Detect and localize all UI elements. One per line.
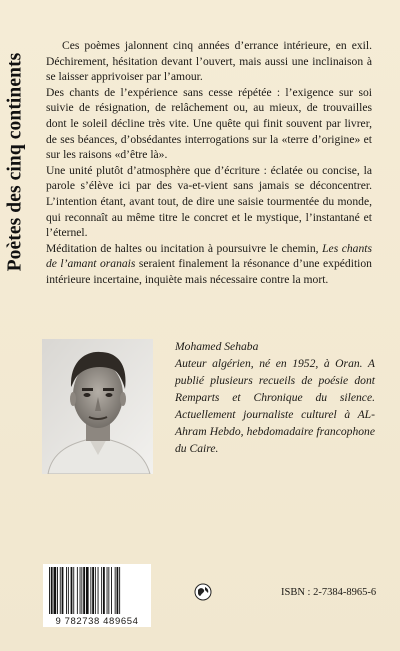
author-photo (42, 339, 153, 474)
blurb-paragraph-4 (46, 241, 372, 288)
barcode-number: 9 782738 489654 (43, 616, 151, 627)
barcode-bars (43, 564, 151, 616)
blurb-paragraph-3: Une unité plutôt d’atmosphère que d’écriture : éclatée ou concise, la parole s’élève ici par des va-et-vient sans jamais se déconcentrer. L’intention étant, avant tout, de dire une saisie tourmentée du monde, qui reconnaît au même titre le concret et le mystique, l’instantané et l’éternel. (46, 163, 372, 240)
blurb-p4-end: seraient finalement la résonance d’une expédition intérieure incertaine, inquiète mais nécessaire contre la mort. (46, 257, 372, 286)
isbn: ISBN : 2-7384-8965-6 (281, 587, 377, 598)
blurb-paragraph-2: Des chants de l’expérience sans cesse répétée : l’exigence sur soi suivie de résignation, de relâchement ou, au mieux, de trouvailles dont le soleil décline très vite. Une quête qui finit souvent par livrer, de ses béances, d’obsédantes interrogations sur la «terre d’origine» et sur les raisons «d’être là». (46, 85, 372, 162)
author-bio (175, 338, 375, 457)
series-title-vertical (2, 32, 28, 292)
author-bio-text: Auteur algérien, né en 1952, à Oran. A publié plusieurs recueils de poésie dont Remparts et Chronique du silence. Actuellement journaliste culturel à AL-Ahram Hebdo, hebdomadaire francophone du Caire. (175, 357, 375, 455)
author-name: Mohamed Sehaba (175, 340, 259, 353)
series-title-text: Poètes des cinq continents (4, 52, 25, 272)
blurb (46, 38, 372, 288)
blurb-paragraph-1: Ces poèmes jalonnent cinq années d’errance intérieure, en exil. Déchirement, hésitation devant l’ouvert, mais aussi une inclinaison à se laisser apprivoiser par l’amour. (46, 39, 372, 84)
book-title-italic: Les chants de l’amant oranais (46, 241, 372, 271)
publisher-logo-icon (194, 583, 212, 601)
blurb-p4-start: Méditation de haltes ou incitation à poursuivre le chemin, (46, 241, 323, 255)
barcode (43, 564, 151, 627)
